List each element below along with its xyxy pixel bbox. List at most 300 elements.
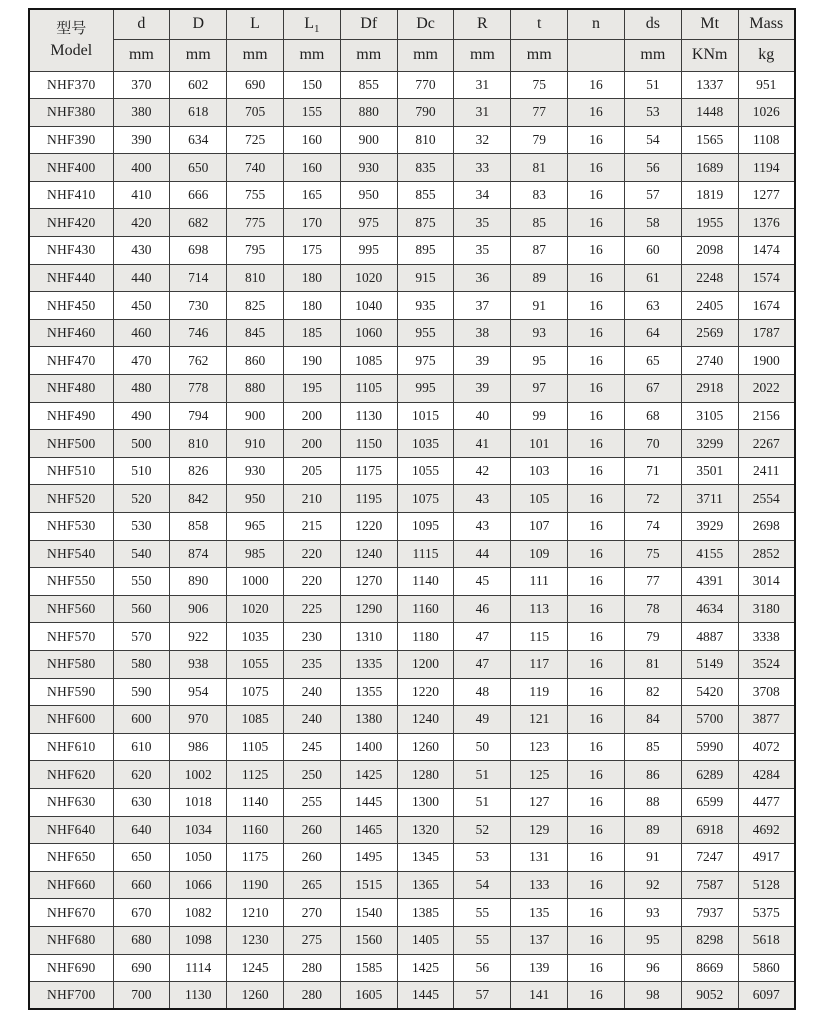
value-cell: 1140: [397, 568, 454, 596]
value-cell: 79: [624, 623, 681, 651]
value-cell: 775: [227, 209, 284, 237]
value-cell: 42: [454, 457, 511, 485]
model-cell: NHF420: [29, 209, 113, 237]
value-cell: 51: [624, 71, 681, 99]
value-cell: 1540: [340, 899, 397, 927]
value-cell: 4155: [681, 540, 738, 568]
value-cell: 640: [113, 816, 170, 844]
value-cell: 1130: [340, 402, 397, 430]
value-cell: 84: [624, 706, 681, 734]
value-cell: 1605: [340, 982, 397, 1010]
value-cell: 3105: [681, 402, 738, 430]
column-label: ds: [624, 9, 681, 39]
value-cell: 950: [227, 485, 284, 513]
value-cell: 16: [568, 650, 625, 678]
value-cell: 580: [113, 650, 170, 678]
value-cell: 1495: [340, 844, 397, 872]
value-cell: 16: [568, 595, 625, 623]
value-cell: 4072: [738, 733, 795, 761]
model-cell: NHF670: [29, 899, 113, 927]
value-cell: 725: [227, 126, 284, 154]
value-cell: 65: [624, 347, 681, 375]
value-cell: 250: [283, 761, 340, 789]
value-cell: 500: [113, 430, 170, 458]
model-cell: NHF480: [29, 375, 113, 403]
value-cell: 400: [113, 154, 170, 182]
value-cell: 420: [113, 209, 170, 237]
value-cell: 67: [624, 375, 681, 403]
value-cell: 835: [397, 154, 454, 182]
value-cell: 470: [113, 347, 170, 375]
value-cell: 39: [454, 347, 511, 375]
model-cell: NHF450: [29, 292, 113, 320]
model-header-cn: 型号: [56, 21, 87, 38]
value-cell: 590: [113, 678, 170, 706]
table-row: [29, 678, 795, 706]
value-cell: 1115: [397, 540, 454, 568]
value-cell: 1098: [170, 926, 227, 954]
value-cell: 618: [170, 99, 227, 127]
model-cell: NHF510: [29, 457, 113, 485]
value-cell: 1040: [340, 292, 397, 320]
value-cell: 1034: [170, 816, 227, 844]
value-cell: 34: [454, 181, 511, 209]
value-cell: 8298: [681, 926, 738, 954]
value-cell: 16: [568, 816, 625, 844]
value-cell: 1220: [340, 513, 397, 541]
value-cell: 3014: [738, 568, 795, 596]
value-cell: 1465: [340, 816, 397, 844]
value-cell: 370: [113, 71, 170, 99]
value-cell: 845: [227, 319, 284, 347]
column-label: $L_1$: [283, 9, 340, 39]
value-cell: 16: [568, 485, 625, 513]
value-cell: 975: [397, 347, 454, 375]
column-unit: [568, 39, 625, 71]
value-cell: 16: [568, 899, 625, 927]
value-cell: 1365: [397, 871, 454, 899]
value-cell: 1900: [738, 347, 795, 375]
value-cell: 705: [227, 99, 284, 127]
value-cell: 139: [511, 954, 568, 982]
model-cell: NHF700: [29, 982, 113, 1010]
value-cell: 842: [170, 485, 227, 513]
column-label: Dc: [397, 9, 454, 39]
value-cell: 666: [170, 181, 227, 209]
value-cell: 570: [113, 623, 170, 651]
value-cell: 900: [227, 402, 284, 430]
value-cell: 1337: [681, 71, 738, 99]
table-row: [29, 540, 795, 568]
value-cell: 77: [511, 99, 568, 127]
column-unit: mm: [113, 39, 170, 71]
value-cell: 99: [511, 402, 568, 430]
value-cell: 930: [227, 457, 284, 485]
value-cell: 16: [568, 264, 625, 292]
value-cell: 16: [568, 678, 625, 706]
column-label: d: [113, 9, 170, 39]
value-cell: 1277: [738, 181, 795, 209]
table-row: [29, 319, 795, 347]
value-cell: 16: [568, 430, 625, 458]
value-cell: 7247: [681, 844, 738, 872]
value-cell: 880: [227, 375, 284, 403]
model-cell: NHF560: [29, 595, 113, 623]
value-cell: 16: [568, 761, 625, 789]
value-cell: 5149: [681, 650, 738, 678]
value-cell: 16: [568, 871, 625, 899]
value-cell: 1310: [340, 623, 397, 651]
value-cell: 740: [227, 154, 284, 182]
value-cell: 6289: [681, 761, 738, 789]
value-cell: 165: [283, 181, 340, 209]
value-cell: 3524: [738, 650, 795, 678]
value-cell: 1105: [227, 733, 284, 761]
value-cell: 50: [454, 733, 511, 761]
table-row: [29, 292, 795, 320]
table-row: [29, 816, 795, 844]
value-cell: 1565: [681, 126, 738, 154]
table-row: [29, 623, 795, 651]
value-cell: 81: [624, 650, 681, 678]
value-cell: 16: [568, 954, 625, 982]
value-cell: 78: [624, 595, 681, 623]
value-cell: 6918: [681, 816, 738, 844]
value-cell: 770: [397, 71, 454, 99]
value-cell: 97: [511, 375, 568, 403]
value-cell: 915: [397, 264, 454, 292]
value-cell: 1015: [397, 402, 454, 430]
value-cell: 1210: [227, 899, 284, 927]
value-cell: 5860: [738, 954, 795, 982]
value-cell: 16: [568, 154, 625, 182]
value-cell: 560: [113, 595, 170, 623]
model-cell: NHF630: [29, 788, 113, 816]
value-cell: 41: [454, 430, 511, 458]
table-row: [29, 71, 795, 99]
value-cell: 44: [454, 540, 511, 568]
value-cell: 510: [113, 457, 170, 485]
value-cell: 16: [568, 540, 625, 568]
value-cell: 1335: [340, 650, 397, 678]
value-cell: 87: [511, 237, 568, 265]
value-cell: 260: [283, 816, 340, 844]
value-cell: 1574: [738, 264, 795, 292]
table-row: [29, 761, 795, 789]
value-cell: 2740: [681, 347, 738, 375]
value-cell: 45: [454, 568, 511, 596]
value-cell: 1445: [397, 982, 454, 1010]
value-cell: 16: [568, 982, 625, 1010]
model-header-en: Model: [50, 41, 93, 59]
value-cell: 33: [454, 154, 511, 182]
value-cell: 38: [454, 319, 511, 347]
value-cell: 520: [113, 485, 170, 513]
value-cell: 1105: [340, 375, 397, 403]
value-cell: 40: [454, 402, 511, 430]
value-cell: 4391: [681, 568, 738, 596]
value-cell: 1260: [397, 733, 454, 761]
value-cell: 91: [624, 844, 681, 872]
model-cell: NHF600: [29, 706, 113, 734]
value-cell: 1020: [227, 595, 284, 623]
value-cell: 1515: [340, 871, 397, 899]
model-cell: NHF590: [29, 678, 113, 706]
value-cell: 53: [454, 844, 511, 872]
value-cell: 141: [511, 982, 568, 1010]
value-cell: 111: [511, 568, 568, 596]
value-cell: 4477: [738, 788, 795, 816]
value-cell: 4887: [681, 623, 738, 651]
value-cell: 620: [113, 761, 170, 789]
value-cell: 1195: [340, 485, 397, 513]
value-cell: 36: [454, 264, 511, 292]
value-cell: 1787: [738, 319, 795, 347]
value-cell: 6599: [681, 788, 738, 816]
table-row: [29, 209, 795, 237]
value-cell: 8669: [681, 954, 738, 982]
value-cell: 1085: [227, 706, 284, 734]
value-cell: 117: [511, 650, 568, 678]
value-cell: 125: [511, 761, 568, 789]
value-cell: 922: [170, 623, 227, 651]
value-cell: 225: [283, 595, 340, 623]
value-cell: 810: [397, 126, 454, 154]
value-cell: 16: [568, 513, 625, 541]
value-cell: 7937: [681, 899, 738, 927]
value-cell: 2098: [681, 237, 738, 265]
value-cell: 1270: [340, 568, 397, 596]
model-cell: NHF640: [29, 816, 113, 844]
value-cell: 51: [454, 761, 511, 789]
value-cell: 1082: [170, 899, 227, 927]
value-cell: 4634: [681, 595, 738, 623]
model-cell: NHF520: [29, 485, 113, 513]
value-cell: 1385: [397, 899, 454, 927]
table-row: [29, 650, 795, 678]
value-cell: 1400: [340, 733, 397, 761]
value-cell: 57: [624, 181, 681, 209]
table-row: [29, 568, 795, 596]
value-cell: 119: [511, 678, 568, 706]
value-cell: 135: [511, 899, 568, 927]
value-cell: 1190: [227, 871, 284, 899]
value-cell: 63: [624, 292, 681, 320]
column-label: D: [170, 9, 227, 39]
value-cell: 880: [340, 99, 397, 127]
value-cell: 270: [283, 899, 340, 927]
model-column-header: [29, 9, 113, 71]
value-cell: 64: [624, 319, 681, 347]
value-cell: 1108: [738, 126, 795, 154]
value-cell: 4917: [738, 844, 795, 872]
table-row: [29, 154, 795, 182]
value-cell: 37: [454, 292, 511, 320]
value-cell: 1175: [340, 457, 397, 485]
value-cell: 895: [397, 237, 454, 265]
value-cell: 79: [511, 126, 568, 154]
value-cell: 235: [283, 650, 340, 678]
value-cell: 109: [511, 540, 568, 568]
value-cell: 858: [170, 513, 227, 541]
value-cell: 860: [227, 347, 284, 375]
value-cell: 1240: [340, 540, 397, 568]
value-cell: 390: [113, 126, 170, 154]
value-cell: 3877: [738, 706, 795, 734]
value-cell: 56: [454, 954, 511, 982]
table-row: [29, 402, 795, 430]
value-cell: 115: [511, 623, 568, 651]
model-cell: NHF680: [29, 926, 113, 954]
value-cell: 810: [227, 264, 284, 292]
table-row: [29, 237, 795, 265]
value-cell: 7587: [681, 871, 738, 899]
value-cell: 32: [454, 126, 511, 154]
value-cell: 105: [511, 485, 568, 513]
value-cell: 910: [227, 430, 284, 458]
table-row: [29, 595, 795, 623]
value-cell: 85: [511, 209, 568, 237]
value-cell: 690: [113, 954, 170, 982]
model-cell: NHF610: [29, 733, 113, 761]
value-cell: 1280: [397, 761, 454, 789]
value-cell: 77: [624, 568, 681, 596]
value-cell: 1445: [340, 788, 397, 816]
value-cell: 660: [113, 871, 170, 899]
table-row: [29, 375, 795, 403]
model-cell: NHF460: [29, 319, 113, 347]
value-cell: 2698: [738, 513, 795, 541]
value-cell: 951: [738, 71, 795, 99]
value-cell: 5375: [738, 899, 795, 927]
value-cell: 70: [624, 430, 681, 458]
value-cell: 265: [283, 871, 340, 899]
value-cell: 5700: [681, 706, 738, 734]
value-cell: 16: [568, 71, 625, 99]
value-cell: 1114: [170, 954, 227, 982]
value-cell: 1175: [227, 844, 284, 872]
value-cell: 790: [397, 99, 454, 127]
value-cell: 72: [624, 485, 681, 513]
model-cell: NHF440: [29, 264, 113, 292]
value-cell: 56: [624, 154, 681, 182]
value-cell: 101: [511, 430, 568, 458]
value-cell: 58: [624, 209, 681, 237]
value-cell: 1130: [170, 982, 227, 1010]
value-cell: 57: [454, 982, 511, 1010]
value-cell: 1448: [681, 99, 738, 127]
value-cell: 1075: [397, 485, 454, 513]
value-cell: 230: [283, 623, 340, 651]
value-cell: 1425: [397, 954, 454, 982]
value-cell: 1055: [227, 650, 284, 678]
value-cell: 600: [113, 706, 170, 734]
table-row: [29, 457, 795, 485]
model-cell: NHF490: [29, 402, 113, 430]
column-label: Mt: [681, 9, 738, 39]
value-cell: 1075: [227, 678, 284, 706]
value-cell: 74: [624, 513, 681, 541]
column-label: L: [227, 9, 284, 39]
value-cell: 280: [283, 982, 340, 1010]
table-row: [29, 99, 795, 127]
value-cell: 1245: [227, 954, 284, 982]
value-cell: 938: [170, 650, 227, 678]
value-cell: 698: [170, 237, 227, 265]
value-cell: 39: [454, 375, 511, 403]
value-cell: 1055: [397, 457, 454, 485]
value-cell: 150: [283, 71, 340, 99]
column-unit: mm: [511, 39, 568, 71]
value-cell: 1060: [340, 319, 397, 347]
value-cell: 3501: [681, 457, 738, 485]
column-unit: kg: [738, 39, 795, 71]
value-cell: 986: [170, 733, 227, 761]
value-cell: 1474: [738, 237, 795, 265]
value-cell: 160: [283, 126, 340, 154]
value-cell: 180: [283, 292, 340, 320]
value-cell: 3180: [738, 595, 795, 623]
value-cell: 16: [568, 347, 625, 375]
value-cell: 93: [511, 319, 568, 347]
value-cell: 160: [283, 154, 340, 182]
value-cell: 205: [283, 457, 340, 485]
value-cell: 746: [170, 319, 227, 347]
value-cell: 123: [511, 733, 568, 761]
value-cell: 890: [170, 568, 227, 596]
value-cell: 220: [283, 568, 340, 596]
model-cell: NHF500: [29, 430, 113, 458]
table-row: [29, 982, 795, 1010]
value-cell: 16: [568, 402, 625, 430]
value-cell: 2852: [738, 540, 795, 568]
value-cell: 900: [340, 126, 397, 154]
value-cell: 970: [170, 706, 227, 734]
value-cell: 220: [283, 540, 340, 568]
value-cell: 826: [170, 457, 227, 485]
column-unit: KNm: [681, 39, 738, 71]
value-cell: 240: [283, 678, 340, 706]
value-cell: 55: [454, 899, 511, 927]
value-cell: 755: [227, 181, 284, 209]
value-cell: 778: [170, 375, 227, 403]
value-cell: 47: [454, 623, 511, 651]
value-cell: 650: [170, 154, 227, 182]
value-cell: 54: [624, 126, 681, 154]
value-cell: 825: [227, 292, 284, 320]
value-cell: 3299: [681, 430, 738, 458]
value-cell: 1955: [681, 209, 738, 237]
value-cell: 1035: [397, 430, 454, 458]
value-cell: 2022: [738, 375, 795, 403]
value-cell: 650: [113, 844, 170, 872]
value-cell: 1240: [397, 706, 454, 734]
value-cell: 460: [113, 319, 170, 347]
value-cell: 16: [568, 181, 625, 209]
value-cell: 1560: [340, 926, 397, 954]
value-cell: 200: [283, 430, 340, 458]
value-cell: 1194: [738, 154, 795, 182]
value-cell: 1066: [170, 871, 227, 899]
value-cell: 954: [170, 678, 227, 706]
value-cell: 131: [511, 844, 568, 872]
value-cell: 1260: [227, 982, 284, 1010]
value-cell: 2569: [681, 319, 738, 347]
value-cell: 137: [511, 926, 568, 954]
value-cell: 16: [568, 733, 625, 761]
value-cell: 86: [624, 761, 681, 789]
value-cell: 1345: [397, 844, 454, 872]
